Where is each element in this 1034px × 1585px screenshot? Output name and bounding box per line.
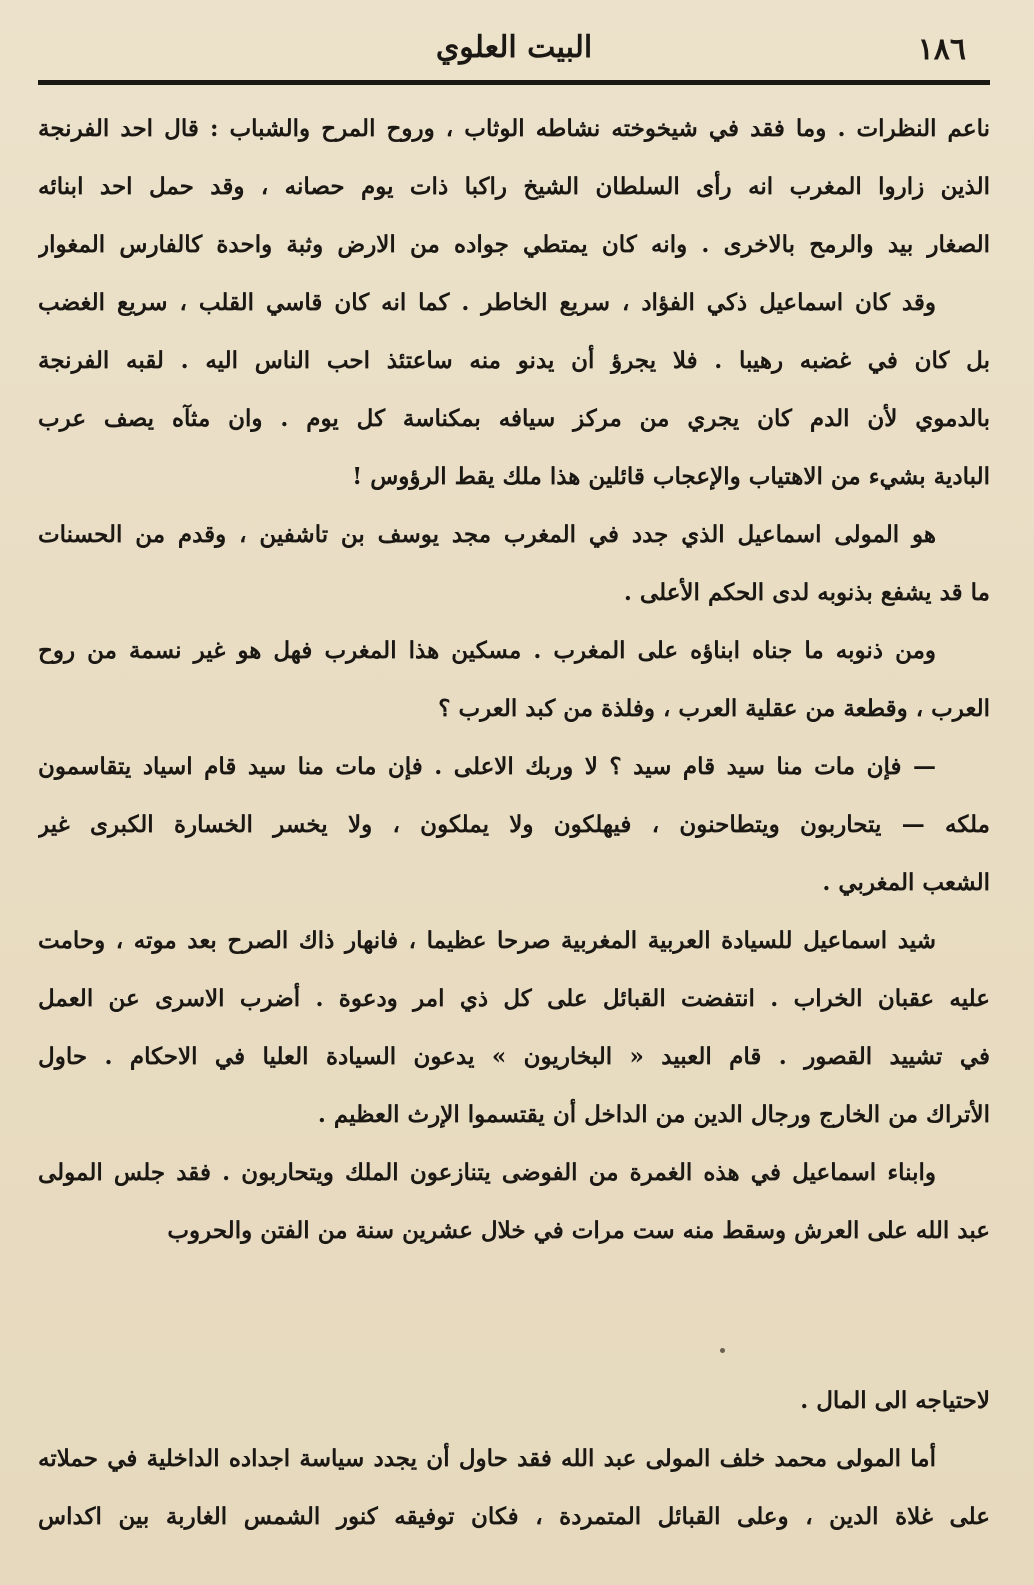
header-rule (38, 80, 990, 85)
text-line: وقد كان اسماعيل ذكي الفؤاد ، سريع الخاطر . كما انه كان قاسي القلب ، سريع الغضب (38, 289, 936, 316)
text-line: أما المولى محمد خلف المولى عبد الله فقد حاول أن يجدد سياسة اجداده الداخلية في حملاته (38, 1445, 936, 1472)
body-text (38, 100, 990, 1546)
text-line: بل كان في غضبه رهيبا . فلا يجرؤ أن يدنو منه ساعتئذ احب الناس اليه . لقبه الفرنجة (38, 347, 990, 374)
text-line: في تشييد القصور . قام العبيد « البخاريون » يدعون السيادة العليا في الاحكام . حاول (38, 1043, 990, 1070)
page-header (40, 22, 988, 72)
text-line: عليه عقبان الخراب . انتفضت القبائل على كل ذي امر ودعوة . أضرب الاسرى عن العمل (38, 985, 990, 1012)
text-line: — فإن مات منا سيد قام سيد ؟ لا وربك الاعلى . فإن مات منا سيد قام اسياد يتقاسمون (38, 753, 936, 780)
text-line: بالدموي لأن الدم كان يجري من مركز سيافه بمكناسة كل يوم . وان مثآه يصف عرب (38, 405, 990, 432)
paper-speck (720, 1348, 725, 1353)
page-gap (38, 1260, 990, 1372)
text-line: الأتراك من الخارج ورجال الدين من الداخل أن يقتسموا الإرث العظيم . (317, 1101, 990, 1128)
text-line: وابناء اسماعيل في هذه الغمرة من الفوضى يتنازعون الملك ويتحاربون . فقد جلس المولى (38, 1159, 936, 1186)
text-line: عبد الله على العرش وسقط منه ست مرات في خلال عشرين سنة من الفتن والحروب (167, 1217, 990, 1244)
text-line: ومن ذنوبه ما جناه ابناؤه على المغرب . مسكين هذا المغرب فهل هو غير نسمة من روح (38, 637, 936, 664)
text-line: هو المولى اسماعيل الذي جدد في المغرب مجد يوسف بن تاشفين ، وقدم من الحسنات (38, 521, 936, 548)
text-line: الذين زاروا المغرب انه رأى السلطان الشيخ راكبا ذات يوم حصانه ، وقد حمل احد ابنائه (38, 173, 990, 200)
text-line: ناعم النظرات . وما فقد في شيخوخته نشاطه الوثاب ، وروح المرح والشباب : قال احد الفرنجة (38, 115, 990, 142)
text-line: على غلاة الدين ، وعلى القبائل المتمردة ، فكان توفيقه كنور الشمس الغاربة بين اكداس (38, 1503, 990, 1530)
text-line: ملكه — يتحاربون ويتطاحنون ، فيهلكون ولا يملكون ، ولا يخسر الخسارة الكبرى غير (38, 811, 990, 838)
text-line: البادية بشيء من الاهتياب والإعجاب قائلين هذا ملك يقط الرؤوس ! (352, 463, 990, 490)
text-line: ما قد يشفع بذنوبه لدى الحكم الأعلى . (623, 579, 990, 606)
text-line: الصغار بيد والرمح بالاخرى . وانه كان يمتطي جواده من الارض وثبة واحدة كالفارس المغوار (38, 231, 990, 258)
text-line: شيد اسماعيل للسيادة العربية المغربية صرحا عظيما ، فانهار ذاك الصرح بعد موته ، وحامت (38, 927, 936, 954)
text-line: لاحتياجه الى المال . (800, 1387, 990, 1414)
text-line: الشعب المغربي . (822, 869, 990, 896)
page-number: ١٨٦ (917, 32, 966, 67)
running-title: البيت العلوي (435, 30, 593, 65)
text-line: العرب ، وقطعة من عقلية العرب ، وفلذة من كبد العرب ؟ (438, 695, 990, 722)
